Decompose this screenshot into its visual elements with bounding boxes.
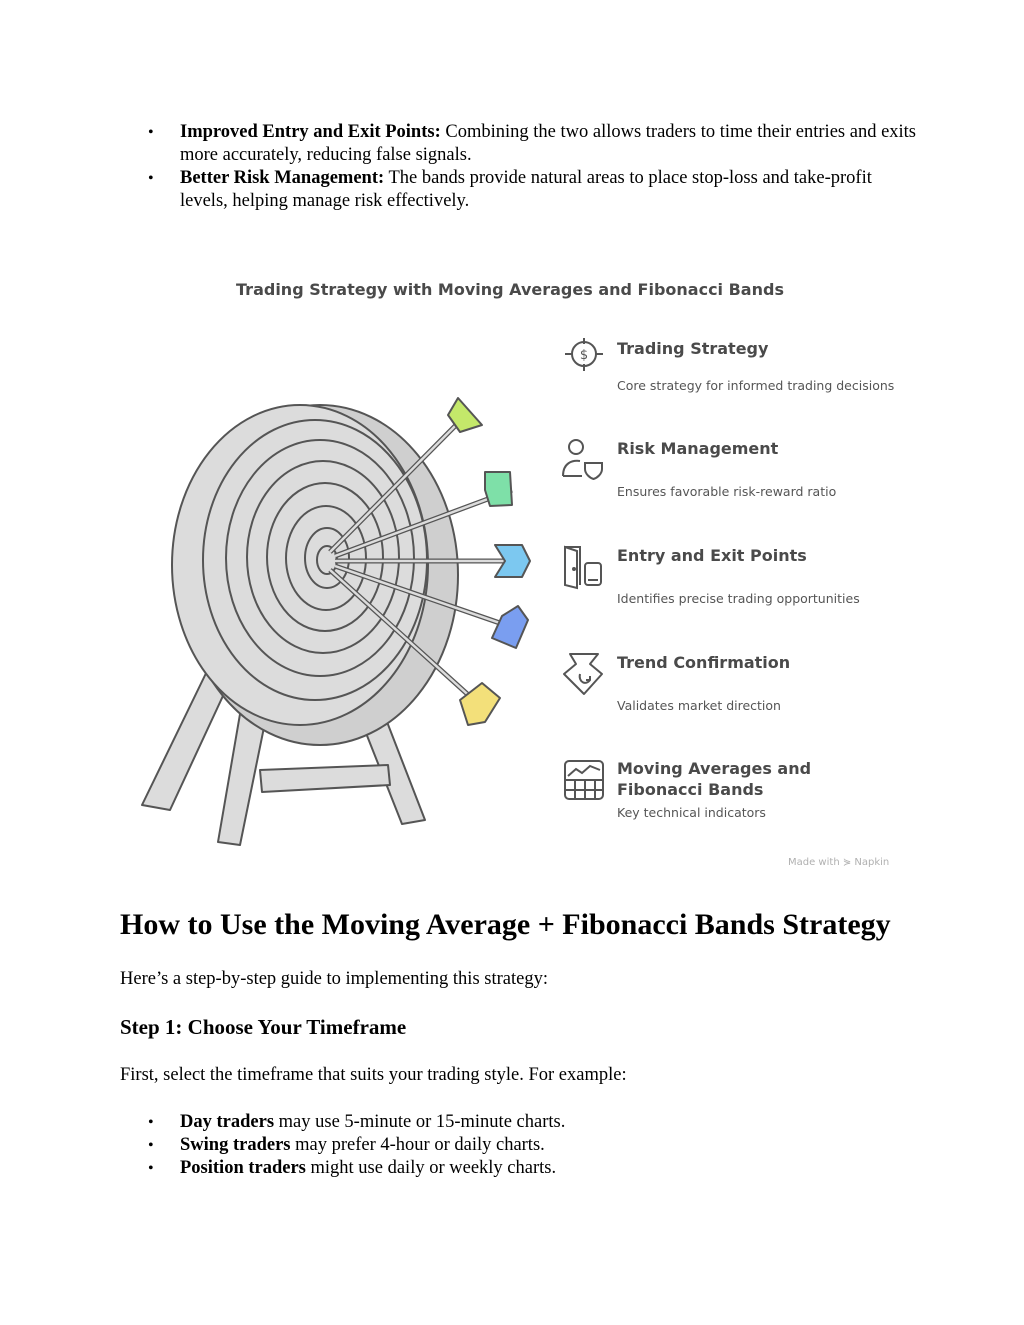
list-item: • Position traders might use daily or weekly charts. [148,1157,908,1180]
list-item: • Swing traders may prefer 4-hour or daily charts. [148,1134,908,1157]
figure-title: Trading Strategy with Moving Averages and Fibonacci Bands [236,280,784,299]
dollar-target-icon [560,338,608,386]
list-item: • Day traders may use 5-minute or 15-minute charts. [148,1111,908,1134]
user-shield-icon [560,438,608,486]
legend-item-moving-averages: Moving Averages and Fibonacci Bands Key technical indicators [560,758,900,828]
door-icon [560,545,608,593]
legend-item-entry-exit-points: Entry and Exit Points Identifies precise trading opportunities [560,545,900,605]
legend-item-trend-confirmation: Trend Confirmation Validates market direction [560,652,900,712]
strategy-infographic [130,270,900,880]
list-item: • Better Risk Management: The bands provide natural areas to place stop-loss and take-profit levels, helping manage risk effectively. [148,167,918,213]
step-heading: Step 1: Choose Your Timeframe [120,1015,407,1039]
section-heading: How to Use the Moving Average + Fibonacci Bands Strategy [120,908,891,941]
step-paragraph: First, select the timeframe that suits your trading style. For example: [120,1065,627,1085]
list-item: • Improved Entry and Exit Points: Combining the two allows traders to time their entries and exits more accurately, reducing false signals. [148,121,918,167]
timeframe-list [148,1111,908,1180]
trend-arrows-icon [560,652,608,700]
napkin-watermark: Made with ⋟ Napkin [788,857,890,868]
chart-grid-icon [560,758,608,806]
benefits-list [148,121,918,213]
legend-item-risk-management: Risk Management Ensures favorable risk-reward ratio [560,438,900,498]
legend-item-trading-strategy: $ Trading Strategy Core strategy for informed trading decisions [560,338,900,398]
svg-text:$: $ [579,348,589,363]
target-illustration [130,380,550,850]
intro-paragraph: Here’s a step-by-step guide to implementing this strategy: [120,969,548,989]
